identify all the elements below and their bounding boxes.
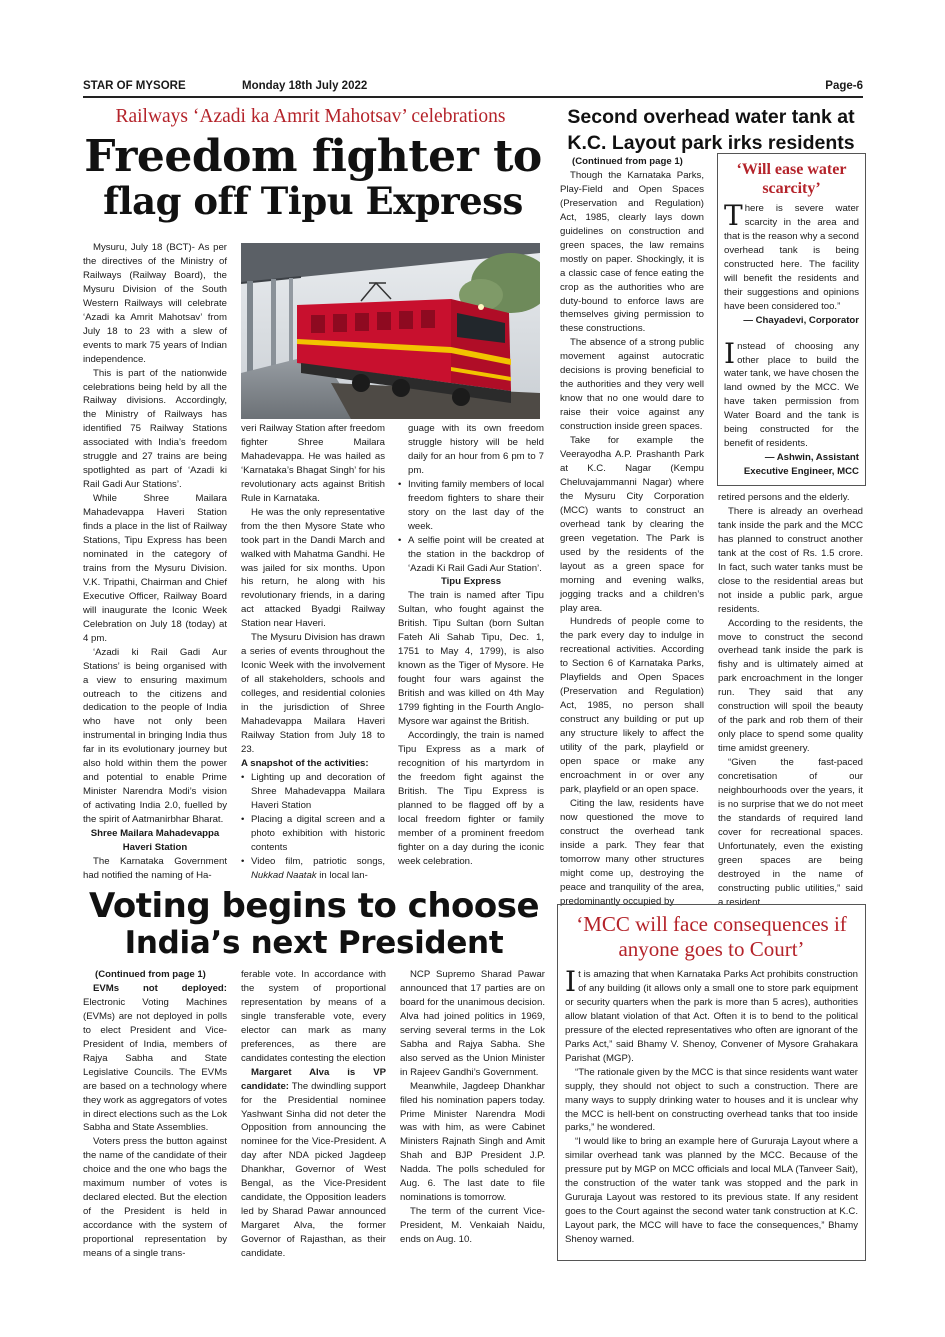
paragraph: The train is named after Tipu Sultan, who fought against the British. Tipu Sultan (born Sultan Fateh Ali Sahab Tipu, Dec. 1, 1751 to May 4, 1799), is also known as the Tiger of Mysore. He fought four wars against the British and was killed on 4th May 1799 fighting in the Fourth Anglo-Mysore war against the British. — [398, 590, 544, 728]
list-item-emphasis: Nukkad Naatak — [251, 869, 317, 881]
list-item: • Inviting family members of local freedom fighters to share their story on the last day of the week. — [398, 478, 544, 534]
spacer — [724, 328, 859, 340]
quote-engineer — [724, 336, 859, 452]
paragraph: According to the residents, the move to construct the second overhead tank inside the park is fishy and is ultimately aimed at park encroachment in the longer run. They said that any construction will spoil the beauty of the park and rob them of their only place to spend some quality time amidst greenery. — [718, 617, 863, 755]
paragraph: “Given the fast-paced concretisation of our neighbourhoods over the years, it is no surprise that we do not meet the standards of required land cover for recreational spaces. Unfortunately, even the existing green spaces are being destroyed in the name of constructing public utilities,” said a resident. — [718, 757, 863, 908]
subheading: Shree Mailara Mahadevappa Haveri Station — [90, 828, 220, 853]
mcc-consequences-box — [557, 904, 866, 1261]
article1-headline-line1: Freedom fighter to — [84, 131, 542, 182]
paragraph: NCP Supremo Sharad Pawar announced that 17 parties are on board for the unanimous decision. Alva had joined politics in 1969, serving several terms in the Lok Sabha and Rajya Sabha. She also served as the Union Minister in Rajeev Gandhi’s Government. — [400, 969, 545, 1078]
locomotive-illustration — [241, 243, 540, 419]
paragraph: Citing the law, residents have now questioned the move to construct the overhead tank inside a park. They fear that tomorrow many other structures might come up, destroying the peace and tranquility of the area, predominantly occupied by — [560, 797, 704, 907]
article2-headline-line1: Second overhead water tank at — [567, 106, 855, 128]
paragraph: Accordingly, the train is named Tipu Express as a mark of recognition of his martyrdom in the freedom fight against the British. The Tipu Express is planned to be flagged off by a local freedom fighter or family member of a prominent freedom fighter on a day during the iconic week celebration. — [398, 729, 544, 867]
paragraph: Voters press the button against the name of the candidate of their choice and the one who bags the maximum number of votes is declared elected. But the election of the President is held in accordance with the system of proportional representation by means of a single trans- — [83, 1136, 227, 1260]
article2-headline — [556, 104, 866, 157]
article1-column-1 — [83, 241, 227, 883]
box-heading: ‘MCC will face consequences if anyone goes to Court’ — [576, 912, 847, 961]
list-item: • A selfie point will be created at the station in the backdrop of ‘Azadi Ki Rail Gadi Aur Station’. — [398, 534, 544, 576]
masthead — [83, 80, 863, 96]
paragraph-text: t is amazing that when Karnataka Parks Act prohibits construction of any building (it allows only a small one to store park equipment or security quarters when the park is more than 5 acres), authorities allow blatant violation of that Act. Often it is to bend to the political pressure of the elected representatives who often are ignorant of the Parks Act,” said Bhamy V. Shenoy, Convener of Mysore Grahakara Parishat (MGP). — [565, 969, 858, 1064]
continued-note: (Continued from page 1) — [95, 969, 206, 980]
paragraph: ferable vote. In accordance with the system of proportional representation by means of a single transferable vote, every elector can mark as many preferences, as there are candidates contesting the election — [241, 969, 386, 1064]
quote-corporator — [724, 199, 859, 314]
paragraph-text: Electronic Voting Machines (EVMs) are not deployed in polls to elect President and Vice-President of India, members of Rajya Sabha and State Legislative Councils. The EVMs are based on a technology where they work as aggregators of votes in direct elections such as the Lok Sabha and State Assemblies. — [83, 996, 227, 1134]
train-photo — [241, 243, 540, 419]
masthead-rule — [83, 96, 863, 98]
paragraph: ‘Azadi ki Rail Gadi Aur Stations’ is being organised with a view to ensuring maximum outreach to the citizens and dedication to the people of India who have not only been instrumental in bringing India thus far in its evolutionary journey but also hold within them the power and potential to enable Prime Minister Narendra Modi’s vision of activating India 2.0, fuelled by the spirit of Aatmanirbhar Bharat. — [83, 646, 227, 826]
paragraph: “The rationale given by the MCC is that since residents want water supply, they should not object to such a construction. There are many ways to supply drinking water to houses and it is unclear why the MCC is hell-bent on constructing overhead tanks that too inside parks,” he wondered. — [565, 1066, 858, 1134]
paragraph-text: The dwindling support for the Presidential nominee Yashwant Sinha did not deter the Opposition from announcing the nominee for the Vice-President. A day after NDA picked Jagdeep Dhankhar, Governor of West Bengal, as the Vice-President candidate, the Opposition leaders led by Sharad Pawar announced Margaret Alva, the former Governor of Rajasthan, as their candidate. — [241, 1080, 386, 1260]
activities-list-continued — [398, 478, 544, 576]
paragraph: He was the only representative from the then Mysore State who took part in the Dandi March and walked with Mahatma Gandhi. He was jailed for six months. Upon his return, he along with his revolutionary friends, in a daring act attacked Byadgi Railway Station near Haveri. — [241, 506, 385, 630]
subheading: Tipu Express — [440, 576, 502, 588]
paragraph: Though the Karnataka Parks, Play-Field and Open Spaces (Preservation and Regulation) Act, 1985, clearly lays down guidelines on construction and green spaces, the law remains mostly on paper. Shockingly, it is a classic case of fence eating the crop as the authorities who are duty-bound to enforce laws are themselves giving permission to these constructions. — [560, 169, 704, 335]
paragraph: The Karnataka Government had notified the naming of Ha- — [83, 855, 227, 881]
article1-column-3 — [398, 422, 544, 869]
quote-text: here is severe water scarcity in the area and that is the reason why a second overhead tank is being constructed here. The facility will benefit the residents and their suggestions and opinions have been considered too.” — [724, 203, 859, 312]
article2-column-1 — [560, 155, 704, 908]
quote-attribution: — Ashwin, Assistant Executive Engineer, MCC — [743, 452, 859, 478]
paragraph-lead: Margaret Alva is VP candidate: — [241, 1066, 386, 1092]
paragraph — [241, 1066, 386, 1261]
article1-headline-line2: flag off Tipu Express — [103, 179, 523, 224]
paragraph: There is already an overhead tank inside the park and the MCC has planned to construct another tank at the cost of Rs. 1.5 crore. In fact, such water tanks must be close to the residential areas but not inside a public park, argue residents. — [718, 505, 863, 615]
article2-headline-line2: K.C. Layout park irks residents — [567, 132, 855, 155]
quote-attribution: — Chayadevi, Corporator — [743, 314, 859, 326]
paragraph: Meanwhile, Jagdeep Dhankhar filed his nomination papers today. Prime Minister Narendra Modi was with him, as were Cabinet Ministers Rajnath Singh and Amit Shah and BJP President J.P. Nadda. The polls scheduled for Aug. 6. The last date to file nominations is tomorrow. — [400, 1080, 545, 1204]
paragraph: This is part of the nationwide celebrations being held by all the Railway divisions. Accordingly, the Ministry of Railways has identified 75 Railway Stations associated with India’s freedom struggle and 27 trains are being spotlighted as part of ‘Azadi ki Rail Gadi Aur Stations’. — [83, 367, 227, 491]
article3-column-2 — [241, 968, 386, 1261]
paragraph: While Shree Mailara Mahadevappa Haveri Station finds a place in the list of Railway Stations, Tipu Express has been nominated in the category of trains from the Mysuru Division. V.K. Tripathi, Chairman and Chief Executive Officer, Railway Board will inaugurate the Iconic Week Celebration on July 18 (today) at 4 pm. — [83, 493, 227, 644]
quote-text: nstead of choosing any other place to build the water tank, we have chosen the land owned by the MCC. We have taken permission from Water Board and the tank is being constructed for the benefit of residents. — [724, 340, 859, 450]
paragraph: retired persons and the elderly. — [718, 492, 850, 503]
list-item — [241, 855, 385, 883]
page-number: Page-6 — [825, 80, 863, 92]
quotes-box — [717, 153, 866, 486]
article3-headline-line2: India’s next President — [124, 925, 504, 962]
article3-headline — [78, 887, 550, 962]
list-item-text: Video film, patriotic songs, — [251, 855, 385, 867]
article2-column-2 — [718, 491, 863, 910]
issue-date: Monday 18th July 2022 — [242, 80, 368, 92]
paragraph: guage with its own freedom struggle history will be held daily for an hour from 6 pm to 7 pm. — [408, 423, 544, 476]
list-item-text: in local lan- — [319, 869, 368, 881]
drop-cap: I — [565, 965, 577, 998]
quotes-box-heading: ‘Will ease water scarcity’ — [736, 161, 847, 197]
subheading: A snapshot of the activities: — [241, 757, 369, 769]
article3-headline-line1: Voting begins to choose — [88, 886, 540, 926]
paragraph: Hundreds of people come to the park every day to indulge in recreational activities. According to Section 6 of Karnataka Parks, Playfields and Open Spaces (Preservation and Regulation) Act, 1985, no person shall construct any building or put up any structure likely to affect the utility of the park, playfield or open space or make any encroachment in or over any park, playfield or an open space. — [560, 616, 704, 795]
continued-note: (Continued from page 1) — [572, 156, 683, 167]
article3-column-3 — [400, 968, 545, 1247]
paper-name: STAR OF MYSORE — [83, 80, 186, 92]
drop-cap: I — [724, 336, 736, 370]
activities-list — [241, 771, 385, 883]
drop-cap: T — [724, 199, 743, 232]
paragraph — [83, 982, 227, 1135]
article3-column-1 — [83, 968, 227, 1261]
paragraph-lead: EVMs not deployed: — [93, 982, 227, 994]
paragraph: The Mysuru Division has drawn a series of events throughout the Iconic Week with the involvement of all stakeholders, schools and colleges, and residential colonies in the jurisdiction of Shree Mahadevappa Mailara Haveri Railway Station from July 18 to 23. — [241, 632, 385, 755]
article1-kicker: Railways ‘Azadi ka Amrit Mahotsav’ celebrations — [115, 106, 506, 127]
list-item: • Lighting up and decoration of Shree Mahadevappa Mailara Haveri Station — [241, 771, 385, 813]
paragraph: “I would like to bring an example here of Gururaja Layout where a similar overhead tank was planned by the MCC. Because of the pressure put by MGP on MCC officials and local MLA (Tanveer Sait), the construction of the water tank was stopped and the park in Gururaja Layout was restored to its previous state. If any resident goes to the Court against the second water tank construction at K.C. Layout park, the MCC will have to face the consequences,” Bhamy Shenoy warned. — [565, 1136, 858, 1246]
paragraph: veri Railway Station after freedom fighter Shree Mailara Mahadevappa. He was hailed as ‘Karnataka’s Bhagat Singh’ for his revolutionary acts against British Rule in Karnataka. — [241, 423, 385, 504]
article1-headline — [78, 132, 548, 223]
list-item: • Placing a digital screen and a photo exhibition with historic contents — [241, 813, 385, 855]
paragraph — [565, 965, 858, 1066]
paragraph: The absence of a strong public movement against autocratic decisions is proving beneficial to the authorities and they very well know that no one would dare to raise their voice against any construction inside green spaces. — [560, 337, 704, 433]
article1-column-2 — [241, 422, 385, 882]
paragraph: Mysuru, July 18 (BCT)- As per the directives of the Ministry of Railways (Railway Board), the Mysuru Division of the South Western Railways will celebrate ‘Azadi ka Amrit Mahotsav’ from July 18 to 23 with a slew of events to mark 75 years of Indian independence. — [83, 242, 227, 365]
paragraph: Take for example the Veerayodha A.P. Prashanth Park at K.C. Nagar (Kempu Cheluvajammanni Nagar) where the Mysuru City Corporation (MCC) wants to construct an overhead tank by clearing the green vegetation. The Park is used by the residents of the layout as a green space for morning and evening walks, jogging tracks and a children’s play area. — [560, 435, 704, 614]
paragraph: The term of the current Vice-President, M. Venkaiah Naidu, ends on Aug. 10. — [400, 1206, 545, 1246]
